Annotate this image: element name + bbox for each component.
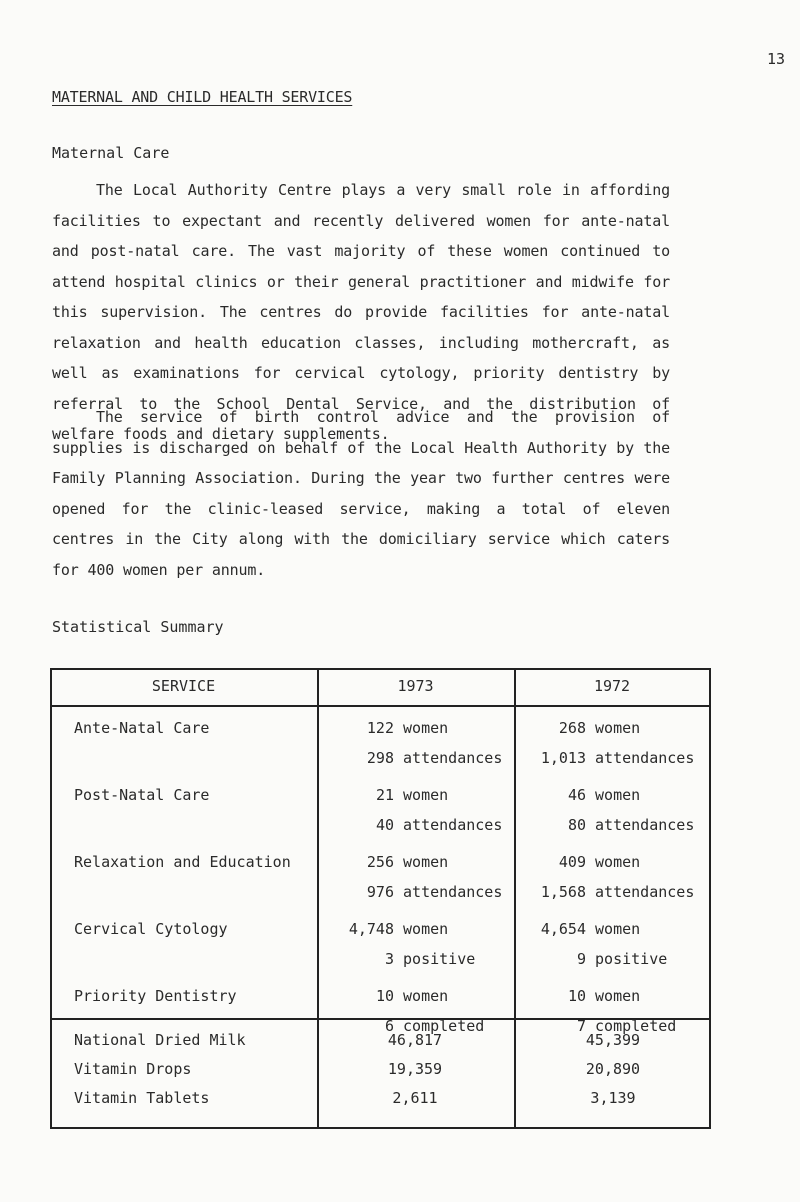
value-1972	[516, 883, 710, 901]
count-value: 6	[384, 1017, 394, 1035]
count-value: 40	[375, 816, 394, 834]
welfare-food-name: Vitamin Drops	[74, 1060, 192, 1078]
count-value: 10	[567, 987, 586, 1005]
welfare-value-1973: 2,611	[392, 1089, 438, 1107]
service-name: Priority Dentistry	[74, 987, 237, 1005]
count-unit: attendances	[403, 883, 503, 901]
count-unit: attendances	[595, 749, 695, 767]
count-value: 976	[366, 883, 394, 901]
count-value: 4,748	[348, 920, 394, 938]
header-service: SERVICE	[151, 677, 216, 695]
count-unit: attendances	[595, 883, 695, 901]
header-1973: 1973	[397, 677, 434, 695]
count-value: 80	[567, 816, 586, 834]
count-unit: completed	[595, 1017, 677, 1035]
count-unit: women	[403, 920, 449, 938]
count-unit: women	[403, 987, 449, 1005]
count-value: 268	[558, 719, 586, 737]
count-unit: positive	[595, 950, 668, 968]
count-value: 1,568	[540, 883, 586, 901]
value-1972	[516, 719, 710, 737]
count-unit: completed	[403, 1017, 485, 1035]
count-unit: women	[595, 719, 641, 737]
paragraph-maternal-care: The Local Authority Centre plays a very small role in affording facilities to expectant and recently delivered women for ante-natal and post-natal care. The vast majority of these women continued to attend hospital clinics or their general practitioner and midwife for this supervision. The centres do provide facilities for ante-natal relaxation and health education classes, including mothercraft, as well as examinations for cervical cytology, priority dentistry by referral to the School Dental Service, and the distribution of welfare foods and dietary supplements.	[52, 181, 670, 443]
value-1972	[516, 987, 710, 1005]
service-name: Cervical Cytology	[74, 920, 228, 938]
section-heading: Maternal Care	[52, 144, 170, 162]
count-unit: attendances	[403, 816, 503, 834]
value-1973	[318, 987, 512, 1005]
count-unit: women	[595, 786, 641, 804]
count-value: 409	[558, 853, 586, 871]
value-1972	[516, 920, 710, 938]
count-value: 21	[375, 786, 394, 804]
value-1972	[516, 749, 710, 767]
welfare-value-1973: 46,817	[387, 1031, 443, 1049]
table-rule-left	[50, 668, 52, 1129]
table-rule-bottom	[50, 1127, 710, 1129]
value-1972	[516, 950, 710, 968]
value-1973	[318, 883, 512, 901]
count-unit: attendances	[595, 816, 695, 834]
page-number: 13	[767, 50, 786, 68]
count-value: 7	[576, 1017, 586, 1035]
count-value: 9	[576, 950, 586, 968]
count-value: 3	[384, 950, 394, 968]
welfare-value-1972: 3,139	[590, 1089, 636, 1107]
value-1973	[318, 853, 512, 871]
welfare-food-name: Vitamin Tablets	[74, 1089, 210, 1107]
count-value: 10	[375, 987, 394, 1005]
header-1972: 1972	[593, 677, 631, 695]
count-value: 46	[567, 786, 586, 804]
welfare-value-1972: 20,890	[585, 1060, 641, 1078]
service-name: Relaxation and Education	[74, 853, 291, 871]
value-1972	[516, 816, 710, 834]
value-1973	[318, 920, 512, 938]
count-unit: women	[595, 987, 641, 1005]
statistical-summary-table	[50, 668, 710, 1129]
count-value: 1,013	[540, 749, 586, 767]
table-rule-top	[50, 668, 710, 670]
welfare-food-name: National Dried Milk	[74, 1031, 246, 1049]
welfare-value-1973: 19,359	[387, 1060, 443, 1078]
count-unit: women	[403, 853, 449, 871]
value-1973	[318, 719, 512, 737]
value-1972	[516, 853, 710, 871]
page-title: MATERNAL AND CHILD HEALTH SERVICES	[52, 88, 353, 106]
value-1973	[318, 950, 512, 968]
service-name: Post-Natal Care	[74, 786, 210, 804]
welfare-value-1972: 45,399	[585, 1031, 641, 1049]
count-unit: positive	[403, 950, 476, 968]
count-value: 4,654	[540, 920, 586, 938]
count-unit: women	[403, 719, 449, 737]
value-1972	[516, 786, 710, 804]
value-1973	[318, 749, 512, 767]
count-unit: attendances	[403, 749, 503, 767]
service-name: Ante-Natal Care	[74, 719, 210, 737]
count-value: 122	[366, 719, 394, 737]
statistical-summary-heading: Statistical Summary	[52, 618, 224, 636]
count-unit: women	[403, 786, 449, 804]
count-value: 256	[366, 853, 394, 871]
paragraph-birth-control: The service of birth control advice and the provision of supplies is discharged on behalf of the Local Health Authority by the Family Planning Association. During the year two further centres were opened for the clinic-leased service, making a total of eleven centres in the City along with the domiciliary service which caters for 400 women per annum.	[52, 408, 670, 579]
value-1973	[318, 786, 512, 804]
count-unit: women	[595, 920, 641, 938]
value-1973	[318, 816, 512, 834]
count-unit: women	[595, 853, 641, 871]
table-rule-header	[50, 705, 710, 707]
count-value: 298	[366, 749, 394, 767]
